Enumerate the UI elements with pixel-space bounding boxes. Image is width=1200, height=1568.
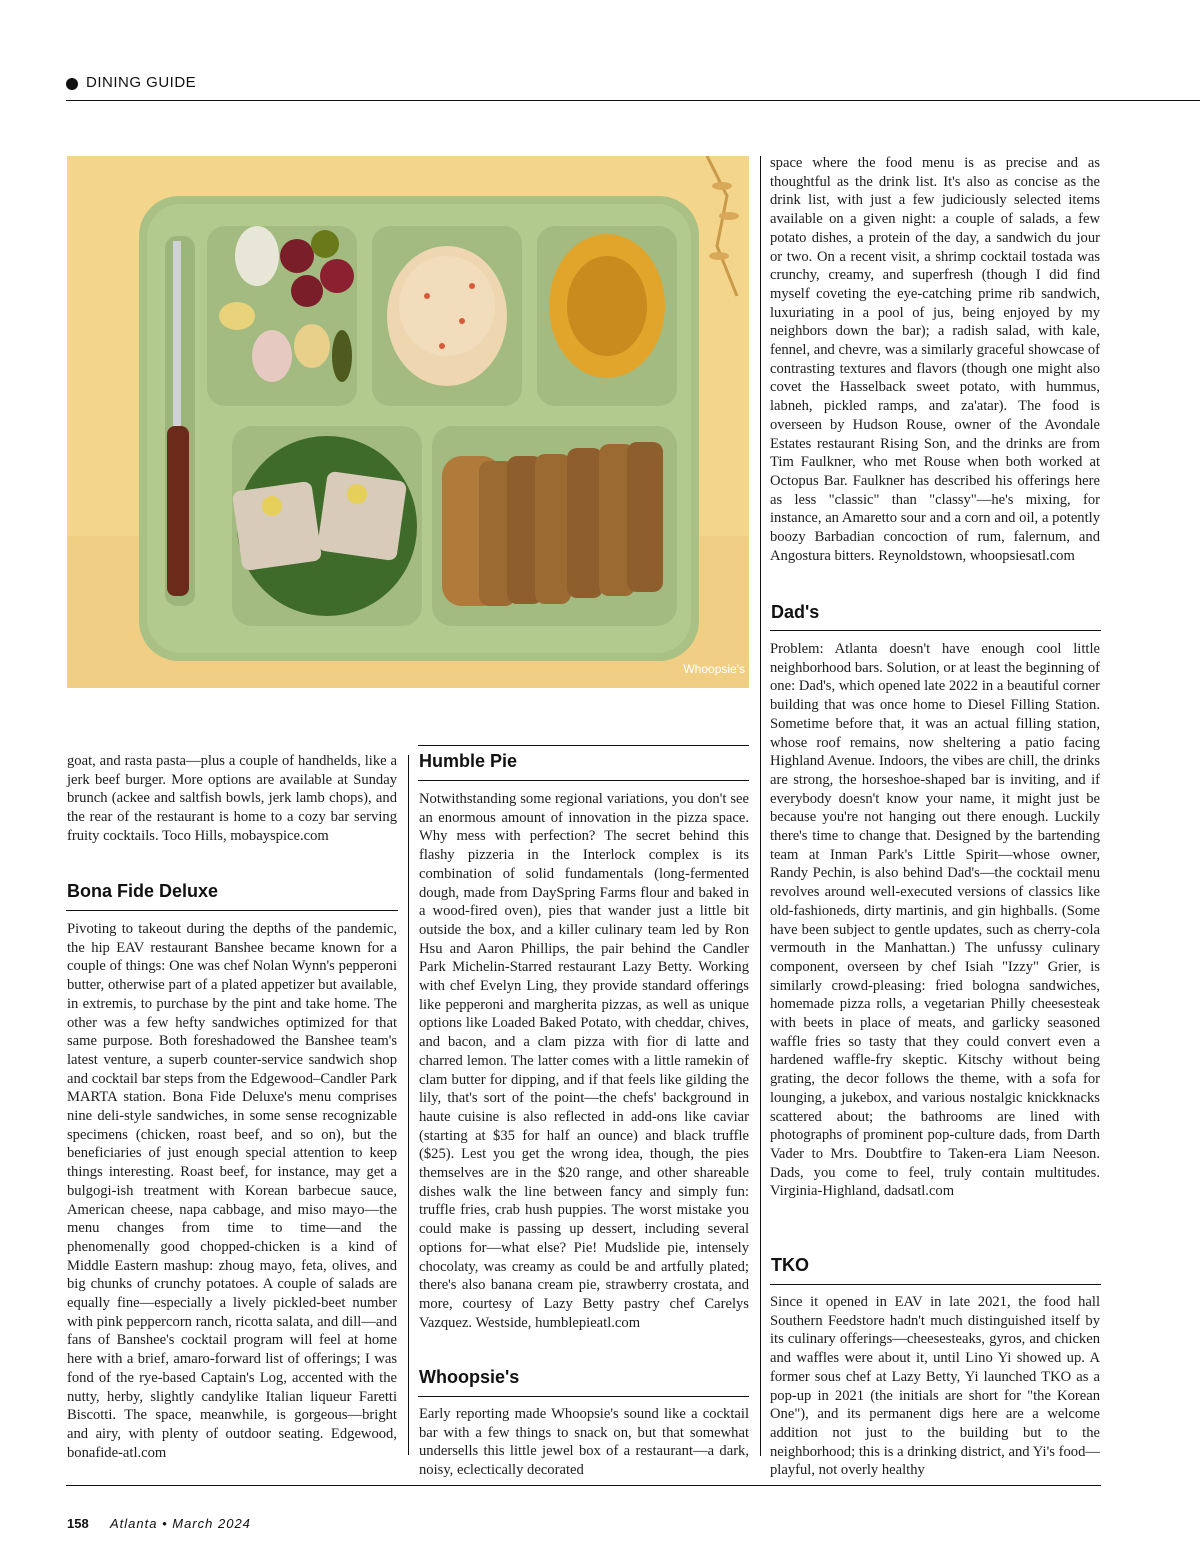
heading-rule-tko — [770, 1284, 1101, 1285]
page-number: 158 — [67, 1516, 89, 1531]
heading-rule-bona — [66, 910, 398, 911]
section-bullet — [66, 78, 78, 90]
col1-intro: goat, and rasta pasta—plus a couple of handhelds, like a jerk beef burger. More options are available at Sunday brunch (ackee and saltfish bowls, jerk lamb chops), and the rear of the restaurant is home to a cozy bar serving fruity cocktails. Toco Hills, mobayspice.com — [67, 753, 397, 844]
magazine-issue: Atlanta • March 2024 — [110, 1516, 251, 1531]
article-whoopsies: Early reporting made Whoopsie's sound like a cocktail bar with a few things to snack on, but that somewhat undersells this little jewel box of a restaurant—a dark, noisy, eclectically decorated — [419, 1406, 749, 1479]
section-label: DINING GUIDE — [86, 74, 197, 91]
heading-tko: TKO — [771, 1255, 809, 1275]
article-dads: Problem: Atlanta doesn't have enough cool little neighborhood bars. Solution, or at least the beginning of one: Dad's, which opened late 2022 in a beautiful corner building that was once home to Diesel Filling Station. Sometime before that, it was an actual filling station, whose roof remains, now sheltering a patio facing Highland Avenue. Indoors, the vibes are chill, the drinks are strong, the horseshoe-shaped bar is inviting, and if everybody doesn't know your name, it might just be because you're not hanging out there enough. Luckily there's time to change that. Designed by the bartending team at Inman Park's Little Spirit—whose owner, Randy Pechin, is also behind Dad's—the cocktail menu revolves around well-executed versions of classics like old-fashioneds, dirty martinis, and gin highballs. (Some have been subject to gentle updates, such as cherry-cola vermouth in the Manhattan.) The unfussy culinary component, overseen by chef Isiah "Izzy" Grier, is similarly crowd-pleasing: fried bologna sandwiches, homemade pizza rolls, a vegetarian Philly cheesesteak with beets in place of meats, and garlicky seasoned waffle fries so tasty that they could convert even a hardened waffle-fry skeptic. Kitschy without being grating, the decor follows the theme, with a sofa for lounging, a jukebox, and various nostalgic knickknacks scattered about; the bathrooms are lined with photographs of prominent pop-culture dads, from Darth Vader to Mrs. Doubtfire to Taken-era Liam Neeson. Dads, you come to feel, truly contain multitudes. Virginia-Highland, dadsatl.com — [770, 641, 1100, 1200]
food-tray-photo — [67, 156, 749, 688]
column-divider-1 — [408, 755, 409, 1455]
header-rule — [66, 100, 1200, 101]
column-divider-2 — [760, 156, 761, 1456]
heading-rule-dads — [770, 630, 1101, 631]
heading-rule-humble — [418, 780, 749, 781]
article-bona-fide-deluxe: Pivoting to takeout during the depths of the pandemic, the hip EAV restaurant Banshee became known for a couple of things: One was chef Nolan Wynn's pepperoni butter, otherwise part of a plated appetizer but available, in extremis, to purchase by the pint and take home. The other was a few hefty sandwiches optimized for that same purpose. Both foreshadowed the Banshee team's latest venture, a superb counter-service sandwich shop and cocktail bar steps from the Edgewood–Candler Park MARTA station. Bona Fide Deluxe's menu comprises nine deli-style sandwiches, in some sense recognizable specimens (chicken, roast beef, and so on), but the beneficiaries of just enough special attention to keep things interesting. Roast beef, for instance, may get a bulgogi-ish treatment with Korean barbecue sauce, American cheese, napa cabbage, and miso mayo—the menu changes from time to time—and the phenomenally good chopped-chicken is a kind of Middle Eastern mashup: zhoug mayo, feta, olives, and big chunks of crunchy potatoes. A couple of salads are equally fine—especially a lively pickled-beet number with pink peppercorn ranch, ricotta salata, and dill—and fans of Banshee's cocktail program will feel at home here with a brief, amaro-forward list of offerings; I was fond of the rye-based Captain's Log, accented with the nutty, herby, slightly candylike Italian liqueur Faretti Biscotti. The space, meanwhile, is gorgeous—bright and airy, with plenty of outdoor seating. Edgewood, bonafide-atl.com — [67, 921, 397, 1461]
article-tko: Since it opened in EAV in late 2021, the food hall Southern Feedstore hadn't much distinguished itself by its culinary offerings—cheesesteaks, gyros, and chicken and waffles were about it, until Lino Yi showed up. A former sous chef at Lazy Betty, Yi launched TKO as a pop-up in 2021 (the initials are short for "the Korean One"), and its permanent digs here are a welcome addition not just to the building but to the neighborhood; this is a drinking district, and Yi's food—playful, not overly healthy — [770, 1294, 1100, 1479]
article-humble-pie: Notwithstanding some regional variations, you don't see an enormous amount of innovation in the pizza space. Why mess with perfection? The secret behind this flashy pizzeria in the Interlock complex is its combination of solid fundamentals (long-fermented dough, made from DaySpring Farms flour and baked in a wood-fired oven), pies that wander just a little bit outside the box, and a killer culinary team led by Ron Hsu and Aaron Phillips, the pair behind the Candler Park Michelin-Starred restaurant Lazy Betty. Working with chef Evelyn Ling, they provide standard offerings like pepperoni and margherita pizzas, as well as unique options like Loaded Baked Potato, with cheddar, chives, and bacon, and a clam pizza with fior di latte and charred lemon. The latter comes with a little ramekin of clam butter for dipping, and if that feels like gilding the lily, that's sort of the point—the chefs' background in haute cuisine is also reflected in add-ons like caviar (starting at $35 for half an ounce) and black truffle ($25). Lest you get the wrong idea, though, the pies themselves are in the $20 range, and other shareable dishes walk the line between fancy and simply fun: truffle fries, crab hush puppies. The worst mistake you could make is passing up dessert, including several options for—what else? Pie! Mudslide pie, intensely chocolaty, was creamy as could be and artfully plated; there's also banana cream pie, strawberry crostata, and more, courtesy of Lazy Betty pastry chef Carelys Vazquez. Westside, humblepieatl.com — [419, 791, 749, 1331]
tray-illustration — [67, 156, 749, 688]
footer-rule — [66, 1485, 1101, 1486]
heading-whoopsies: Whoopsie's — [419, 1367, 520, 1387]
heading-rule-humble-top — [418, 745, 749, 746]
heading-humble-pie: Humble Pie — [419, 751, 518, 771]
heading-rule-whoopsies — [418, 1396, 749, 1397]
heading-bona-fide-deluxe: Bona Fide Deluxe — [67, 881, 219, 901]
article-whoopsies-continued: space where the food menu is as precise and as thoughtful as the drink list. It's also as concise as the drink list, with just a few judiciously selected items available on a given night: a couple of salads, a few potato dishes, a protein of the day, a sandwich du jour or two. On a recent visit, a shrimp cocktail tostada was crunchy, creamy, and superfresh (though I did find myself coveting the eye-catching prime rib sandwich, luxuriating in a pool of jus, being enjoyed by my neighbors down the bar); a radish salad, with kale, fennel, and chevre, was a similarly graceful showcase of contrasting textures and flavors (though one might also covet the Hasselback sweet potato, with hummus, labneh, pickled ramps, and za'atar). The food is overseen by Hudson Rouse, owner of the Avondale Estates restaurant Rising Son, and the drinks are from Tim Faulkner, who met Rouse when both worked at Octopus Bar. Faulkner has described his offerings here as less "classic" than "classy"—he's mixing, for instance, an Amaretto sour and a corn and oil, a potently boozy Barbadian concoction of rum, falernum, and Angostura bitters. Reynoldstown, whoopsiesatl.com — [770, 155, 1100, 564]
heading-dads: Dad's — [771, 602, 820, 622]
photo-credit: Whoopsie's — [683, 662, 745, 676]
